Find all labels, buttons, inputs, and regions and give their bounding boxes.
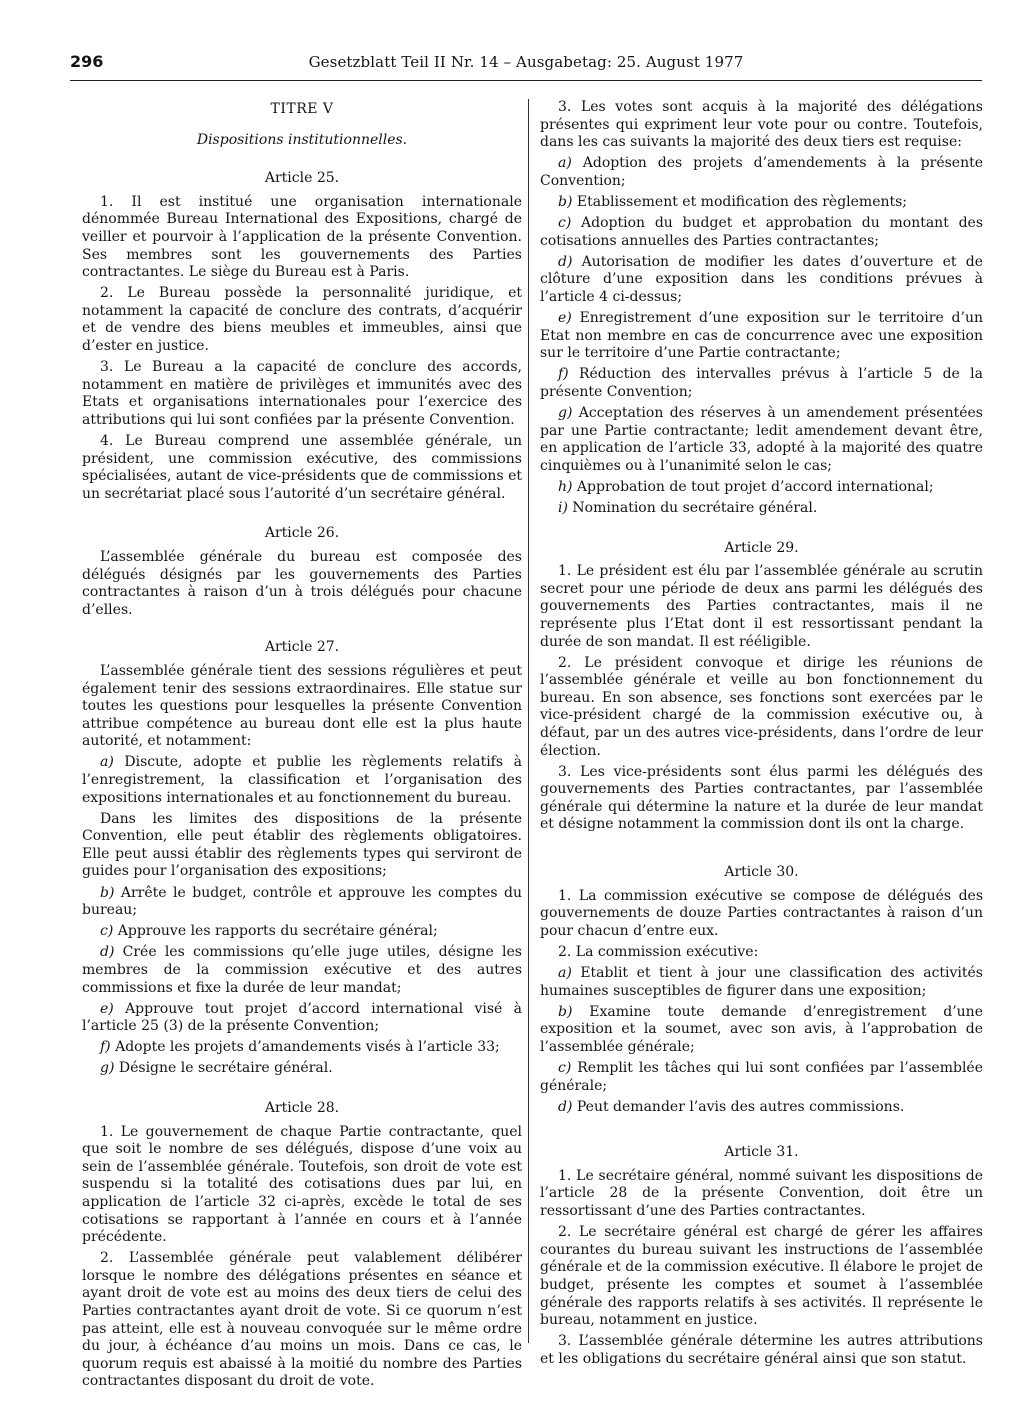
item-text: Remplit les tâches qui lui sont confiées par l’assemblée générale;	[540, 1060, 983, 1094]
item-text: Approuve les rapports du secrétaire général;	[113, 923, 438, 940]
article-27-item-g	[82, 1060, 522, 1078]
item-text: Discute, adopte et publie les règlements relatifs à l’enregistrement, la classification et l’organisation des expositions internationales et au fonctionnement du bureau.	[82, 754, 522, 806]
article-28-item-e	[540, 310, 983, 363]
article-27-paragraph-1: L’assemblée générale tient des sessions régulières et peut également tenir des sessions extraordinaires. Elle statue sur toutes les questions pour lesquelles la présente Convention attribue compétence au bureau dont elle est la plus haute autorité, et notamment:	[82, 662, 522, 750]
article-30-item-a	[540, 965, 983, 1000]
item-label: b)	[558, 193, 573, 210]
article-28-item-d	[540, 254, 983, 307]
page-header	[70, 52, 982, 82]
item-label: d)	[558, 1098, 573, 1115]
article-27-paragraph-2: Dans les limites des dispositions de la présente Convention, elle peut établir des règlements obligatoires. Elle peut aussi établir des règlements types qui serviront de guides pour l’organisation des expositions;	[82, 810, 522, 880]
item-text: Crée les commissions qu’elle juge utiles, désigne les membres de la commission exécutive et des autres commissions et fixe la durée de leur mandat;	[82, 944, 522, 996]
article-28-item-b	[540, 194, 983, 212]
article-30-item-b	[540, 1004, 983, 1057]
item-label: a)	[100, 754, 114, 771]
article-31-paragraph-2: 2. Le secrétaire général est chargé de gérer les affaires courantes du bureau suivant les instructions de l’assemblée générale et de la commission exécutive. Il élabore le projet de budget, présente les comptes et soumet à l’assemblée générale des rapports relatifs à ses activités. Il représente le bureau, notamment en justice.	[540, 1224, 983, 1329]
article-31-paragraph-1: 1. Le secrétaire général, nommé suivant les dispositions de l’article 28 de la présente Convention, doit être un ressortissant d’une des Parties contractantes.	[540, 1167, 983, 1220]
article-31-paragraph-3: 3. L’assemblée générale détermine les autres attributions et les obligations du secrétaire général ainsi que son statut.	[540, 1333, 983, 1367]
item-text: Peut demander l’avis des autres commissions.	[572, 1098, 905, 1115]
article-28-item-g	[540, 405, 983, 475]
item-text: Arrête le budget, contrôle et approuve les comptes du bureau;	[82, 884, 522, 919]
item-label: g)	[100, 1060, 115, 1077]
article-27-heading: Article 27.	[264, 639, 340, 656]
item-text: Etablit et tient à jour une classification des activités humaines susceptibles de figurer dans une exposition;	[540, 965, 983, 999]
right-column	[540, 99, 983, 1372]
item-label: f)	[558, 366, 569, 383]
article-25-paragraph-3: 3. Le Bureau a la capacité de conclure des accords, notamment en matière de privilèges et immunités avec des Etats et organisations internationales pour l’exercice des attributions qui lui sont confiées par la présente Convention.	[82, 359, 522, 428]
article-25-heading: Article 25.	[264, 170, 340, 187]
item-label: e)	[558, 310, 572, 327]
item-label: f)	[100, 1039, 111, 1056]
article-28-paragraph-1: 1. Le gouvernement de chaque Partie contractante, quel que soit le nombre de ses délégués, dispose d’une voix au sein de l’assemblée générale. Toutefois, son droit de vote est suspendu si la totalité des cotisations dues par lui, en application de l’article 32 ci-après, excède le total de ses cotisations se rapportant à l’année en cours et à l’année précédente.	[82, 1123, 522, 1246]
item-text: Adoption du budget et approbation du montant des cotisations annuelles des Parties contractantes;	[540, 215, 983, 249]
item-label: e)	[100, 1000, 114, 1017]
item-label: c)	[558, 215, 572, 232]
item-label: d)	[100, 944, 115, 961]
item-text: Nomination du secrétaire général.	[567, 499, 818, 516]
article-28-item-f	[540, 366, 983, 401]
article-30-item-c	[540, 1060, 983, 1095]
article-28-item-c	[540, 215, 983, 250]
article-27-item-d	[82, 944, 522, 997]
item-text: Etablissement et modification des règlements;	[572, 193, 908, 210]
article-27-item-e	[82, 1001, 522, 1036]
item-label: c)	[558, 1060, 572, 1076]
header-rule	[70, 80, 982, 81]
item-label: a)	[558, 155, 572, 172]
item-label: i)	[558, 499, 568, 516]
item-text: Acceptation des réserves à un amendement présentées par une Partie contractante; ledit amendement devant être, en application de l’article 33, adopté à la majorité des quatre cinquièmes ou à l’unanimité selon le cas;	[540, 405, 983, 474]
item-text: Adoption des projets d’amendements à la présente Convention;	[540, 155, 983, 189]
article-28-paragraph-2: 2. L’assemblée générale peut valablement délibérer lorsque le nombre des délégations présentes en séance et ayant droit de vote est au moins des deux tiers de celui des Parties contractantes ayant droit de vote. Si ce quorum n’est pas atteint, elle est à nouveau convoquée sur le même ordre du jour, à échéance d’au moins un mois. Dans ce cas, le quorum requis est abaissé à la moitié du nombre des Parties contractantes disposant du droit de vote.	[82, 1250, 522, 1390]
article-25-paragraph-1: 1. Il est institué une organisation internationale dénommée Bureau International des Expositions, chargé de veiller et pourvoir à l’application de la présente Convention. Ses membres sont les gouvernements des Parties contractantes. Le siège du Bureau est à Paris.	[82, 193, 522, 281]
article-30-item-d	[540, 1099, 983, 1117]
article-31-heading: Article 31.	[724, 1144, 799, 1161]
item-label: b)	[100, 884, 115, 901]
item-text: Examine toute demande d’enregistrement d’une exposition et la soumet, avec son avis, à l’approbation de l’assemblée générale;	[540, 1003, 983, 1055]
item-label: a)	[558, 965, 572, 982]
left-column	[82, 99, 522, 1395]
item-label: d)	[558, 253, 573, 270]
article-29-paragraph-1: 1. Le président est élu par l’assemblée générale au scrutin secret pour une période de deux ans parmi les délégués des gouvernements des Parties contractantes, mais il ne représente plus l’Etat dont il est ressortissant pendant la durée de son mandat. Il est rééligible.	[540, 563, 983, 650]
article-27-item-b	[82, 885, 522, 920]
item-text: Désigne le secrétaire général.	[114, 1060, 333, 1077]
article-29-heading: Article 29.	[724, 539, 799, 556]
title-subtitle: Dispositions institutionnelles.	[196, 131, 408, 148]
article-28-item-h	[540, 479, 983, 497]
article-27-item-f	[82, 1039, 522, 1057]
article-25-paragraph-4: 4. Le Bureau comprend une assemblée générale, un président, une commission exécutive, des commissions spécialisées, autant de vice-présidents que de commissions et un secrétariat placé sous l’autorité d’un secrétaire général.	[82, 433, 522, 502]
article-28-heading: Article 28.	[264, 1100, 340, 1116]
item-text: Autorisation de modifier les dates d’ouverture et de clôture d’une exposition dans les conditions prévues à l’article 4 ci-dessus;	[540, 253, 983, 305]
item-text: Approuve tout projet d’accord international visé à l’article 25 (3) de la présente Convention;	[82, 1000, 522, 1035]
article-28-item-a	[540, 155, 983, 190]
title-heading: TITRE V	[270, 101, 334, 117]
article-27-item-a	[82, 754, 522, 807]
item-label: c)	[100, 923, 114, 940]
running-head: Gesetzblatt Teil II Nr. 14 – Ausgabetag: 25. August 1977	[308, 53, 744, 71]
item-text: Enregistrement d’une exposition sur le territoire d’un Etat non membre en cas de concurrence avec une exposition sur le territoire d’une Partie contractante;	[540, 310, 983, 362]
article-25-paragraph-2: 2. Le Bureau possède la personnalité juridique, et notamment la capacité de conclure des contrats, d’acquérir et de vendre des biens meubles et immeubles, ainsi que d’ester en justice.	[82, 285, 522, 355]
item-label: h)	[558, 478, 573, 495]
article-26-heading: Article 26.	[264, 525, 340, 542]
item-text: Adopte les projets d’amandements visés à l’article 33;	[110, 1039, 500, 1056]
article-30-paragraph-2: 2. La commission exécutive:	[558, 943, 759, 960]
item-label: g)	[558, 405, 573, 421]
article-28-item-i	[540, 500, 983, 518]
article-26-paragraph-1: L’assemblée générale du bureau est composée des délégués désignés par les gouvernements des Parties contractantes à raison d’un à trois délégués pour chacune d’elles.	[82, 548, 522, 618]
article-28-paragraph-3: 3. Les votes sont acquis à la majorité des délégations présentes qui expriment leur vote pour ou contre. Toutefois, dans les cas suivants la majorité des deux tiers est requise:	[540, 99, 983, 151]
article-27-item-c	[82, 923, 522, 941]
article-29-paragraph-2: 2. Le président convoque et dirige les réunions de l’assemblée générale et veille au bon fonctionnement du bureau. En son absence, ses fonctions sont exercées par le vice-président chargé de la commission exécutive ou, à défaut, par un des autres vice-présidents, dans l’ordre de leur élection.	[540, 654, 983, 759]
item-text: Réduction des intervalles prévus à l’article 5 de la présente Convention;	[540, 366, 983, 400]
item-label: b)	[558, 1003, 573, 1020]
page-number: 296	[70, 52, 104, 71]
article-29-paragraph-3: 3. Les vice-présidents sont élus parmi les délégués des gouvernements des Parties contractantes, par l’assemblée générale qui détermine la nature et la durée de leur mandat et désigne notamment la commission dont ils ont la charge.	[540, 763, 983, 833]
article-30-paragraph-1: 1. La commission exécutive se compose de délégués des gouvernements de douze Parties contractantes à raison d’un pour chacun d’entre eux.	[540, 887, 983, 939]
column-divider	[528, 99, 529, 1343]
article-30-heading: Article 30.	[724, 864, 799, 881]
item-text: Approbation de tout projet d’accord international;	[572, 478, 934, 495]
